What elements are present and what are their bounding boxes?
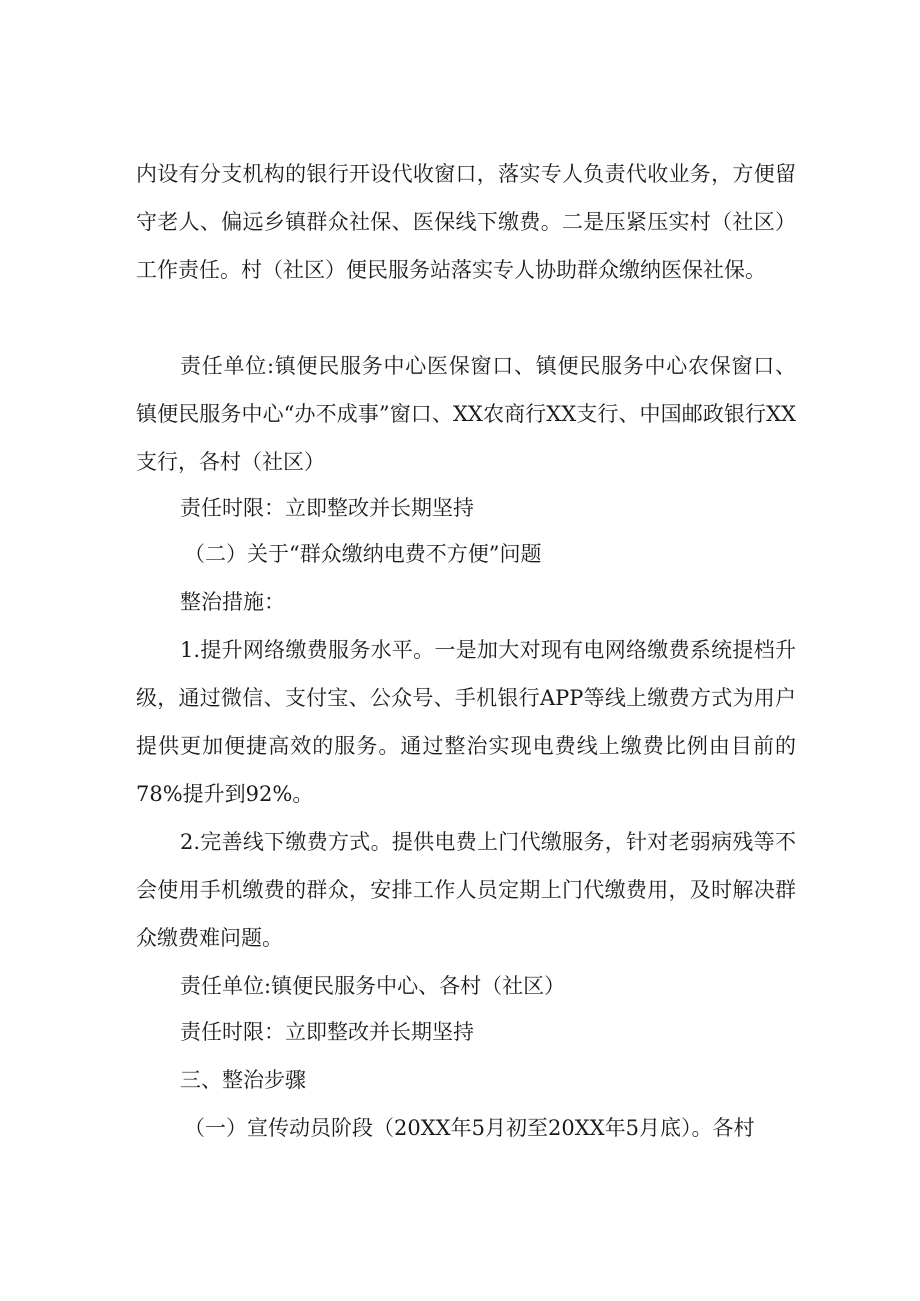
para-deadline-2: 责任时限：立即整改并长期坚持 xyxy=(180,1020,474,1044)
para-continuation-bank-windows: 内设有分支机构的银行开设代收窗口，落实专人负责代收业务，方便留守老人、偏远乡镇群众社保、医保线下缴费。二是压紧压实村（社区）工作责任。村（社区）便民服务站落实专人协助群众缴纳医保社保。 xyxy=(136,162,796,282)
para-responsible-units-2: 责任单位:镇便民服务中心、各村（社区） xyxy=(180,974,566,998)
para-measures-label: 整治措施： xyxy=(180,590,285,614)
para-section-three: 三、整治步骤 xyxy=(180,1068,306,1092)
para-deadline-1: 责任时限：立即整改并长期坚持 xyxy=(180,496,474,520)
para-measure-1: 1.提升网络缴费服务水平。一是加大对现有电网络缴费系统提档升级，通过微信、支付宝、公众号、手机银行APP等线上缴费方式为用户提供更加便捷高效的服务。通过整治实现电费线上缴费比例由目前的78%提升到92%。 xyxy=(136,638,796,806)
para-responsible-units-1: 责任单位:镇便民服务中心医保窗口、镇便民服务中心农保窗口、镇便民服务中心“办不成事”窗口、XX农商行XX支行、中国邮政银行XX支行，各村（社区） xyxy=(136,354,796,474)
para-heading-electricity: （二）关于“群众缴纳电费不方便”问题 xyxy=(184,542,542,566)
para-measure-2: 2.完善线下缴费方式。提供电费上门代缴服务，针对老弱病残等不会使用手机缴费的群众，安排工作人员定期上门代缴费用，及时解决群众缴费难问题。 xyxy=(136,830,796,950)
para-stage-one: （一）宣传动员阶段（20XX年5月初至20XX年5月底）。各村 xyxy=(184,1116,755,1140)
